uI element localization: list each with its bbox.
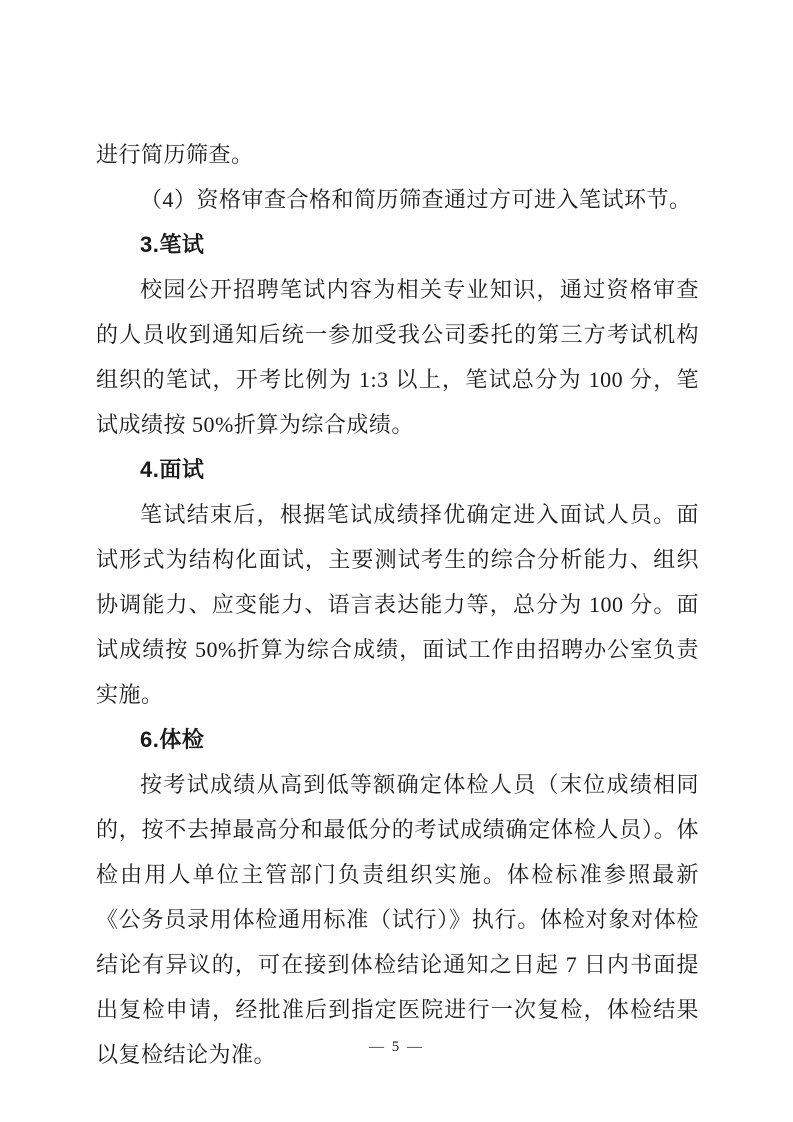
paragraph-physical-exam-details: 按考试成绩从高到低等额确定体检人员（末位成绩相同的，按不去掉最高分和最低分的考试成绩确定体检人员）。体检由用人单位主管部门负责组织实施。体检标准参照最新《公务员录用体检通用标准（试行）》执行。体检对象对体检结论有异议的，可在接到体检结论通知之日起 7 日内书面提出复检申请，经批准后到指定医院进行一次复检，体检结果以复检结论为准。 bbox=[96, 772, 699, 1067]
paragraph-interview-details: 笔试结束后，根据笔试成绩择优确定进入面试人员。面试形式为结构化面试，主要测试考生的综合分析能力、组织协调能力、应变能力、语言表达能力等，总分为 100 分。面试成绩按 50%折算为综合成绩，面试工作由招聘办公室负责实施。 bbox=[96, 502, 699, 707]
section-heading-interview: 4.面试 bbox=[140, 457, 205, 482]
section-heading-written-exam: 3.笔试 bbox=[140, 232, 205, 257]
document-body bbox=[96, 132, 699, 1077]
paragraph-item-4-qualification: （4）资格审查合格和简历筛查通过方可进入笔试环节。 bbox=[140, 187, 692, 212]
paragraph-written-exam-details: 校园公开招聘笔试内容为相关专业知识，通过资格审查的人员收到通知后统一参加受我公司委托的第三方考试机构组织的笔试，开考比例为 1:3 以上，笔试总分为 100 分，笔试成绩按 50%折算为综合成绩。 bbox=[96, 277, 699, 437]
page-number: — 5 — bbox=[369, 1039, 424, 1055]
paragraph-continuation-resume-screening: 进行简历筛查。 bbox=[96, 142, 254, 167]
section-heading-physical-exam: 6.体检 bbox=[140, 727, 205, 752]
